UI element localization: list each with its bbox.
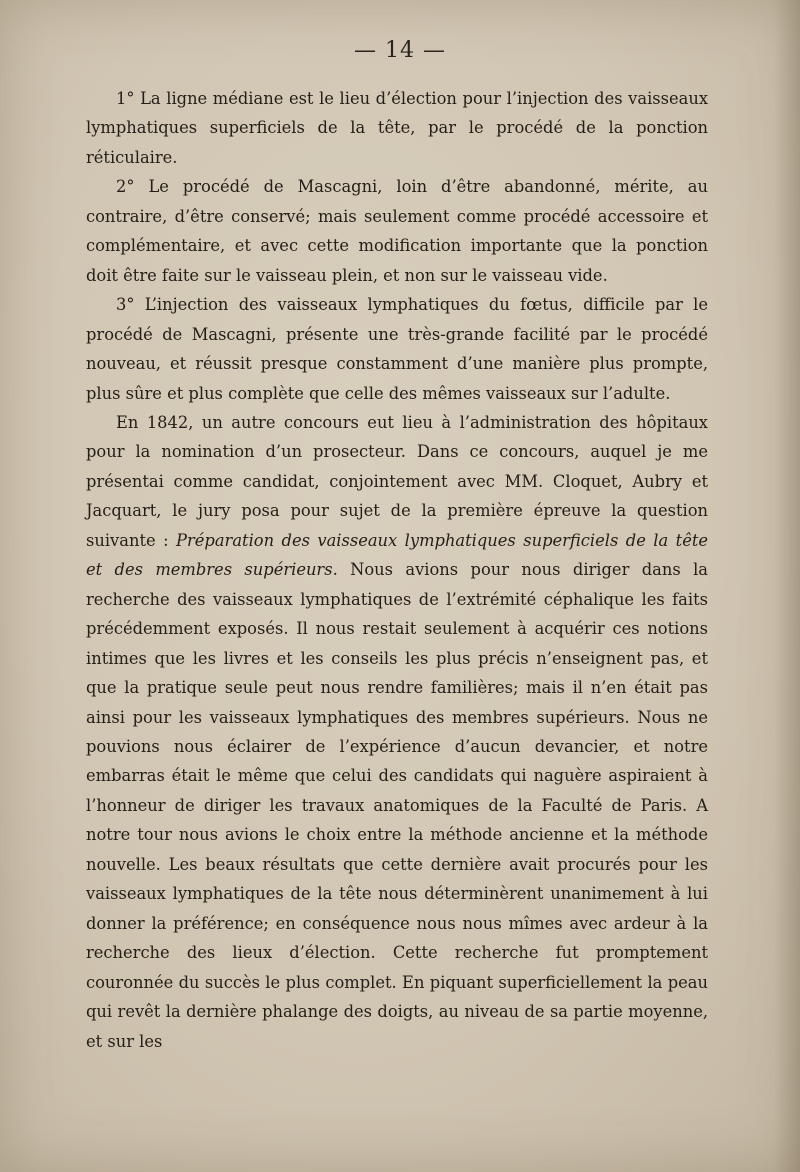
paragraph-text: 2° Le procédé de Mascagni, loin d’être abandonné, mérite, au contraire, d’être conservé; mais seulement comme procédé accessoire et complémentaire, et avec cette modification importante que la ponction doit être faite sur le vaisseau plein, et non sur le vaisseau vide.: [86, 177, 708, 285]
paragraph-text: En 1842, un autre concours eut lieu à l’administration des hôpitaux pour la nomination d’un prosecteur. Dans ce concours, auquel je me présentai comme candidat, conjointement avec MM. Cloquet, Aubry et Jacquart, le jury posa pour sujet de la première épreuve la question suivante :: [86, 412, 708, 550]
body-text: [86, 84, 708, 1056]
paragraph-2: [86, 172, 708, 290]
paragraph-1: [86, 84, 708, 172]
paragraph-3: [86, 290, 708, 408]
paragraph-4: [86, 408, 708, 1056]
paragraph-text: 1° La ligne médiane est le lieu d’élection pour l’injection des vaisseaux lymphatiques superficiels de la tête, par le procédé de la ponction réticulaire.: [86, 89, 708, 167]
paragraph-text: Nous avions pour nous diriger dans la recherche des vaisseaux lymphatiques de l’extrémité céphalique les faits précédemment exposés. Il nous restait seulement à acquérir ces notions intimes que les livres et les conseils les plus précis n’enseignent pas, et que la pratique seule peut nous rendre familières; mais il n’en était pas ainsi pour les vaisseaux lymphatiques des membres supérieurs. Nous ne pouvions nous éclairer de l’expérience d’aucun devancier, et notre embarras était le même que celui des candidats qui naguère aspiraient à l’honneur de diriger les travaux anatomiques de la Faculté de Paris. A notre tour nous avions le choix entre la méthode ancienne et la méthode nouvelle. Les beaux résultats que cette dernière avait procurés pour les vaisseaux lymphatiques de la tête nous déterminèrent unanimement à lui donner la préférence; en conséquence nous nous mîmes avec ardeur à la recherche des lieux d’élection. Cette recherche fut promptement couronnée du succès le plus complet. En piquant superficiellement la peau qui revêt la dernière phalange des doigts, au niveau de sa partie moyenne, et sur les: [86, 560, 708, 1051]
paragraph-text: 3° L’injection des vaisseaux lymphatiques du fœtus, difficile par le procédé de Mascagni, présente une très-grande facilité par le procédé nouveau, et réussit presque constamment d’une manière plus prompte, plus sûre et plus complète que celle des mêmes vaisseaux sur l’adulte.: [86, 295, 708, 403]
page-number: — 14 —: [354, 38, 446, 63]
italic-question: Préparation des vaisseaux lymphatiques superficiels de la tête et des membres supérieurs.: [86, 530, 709, 580]
